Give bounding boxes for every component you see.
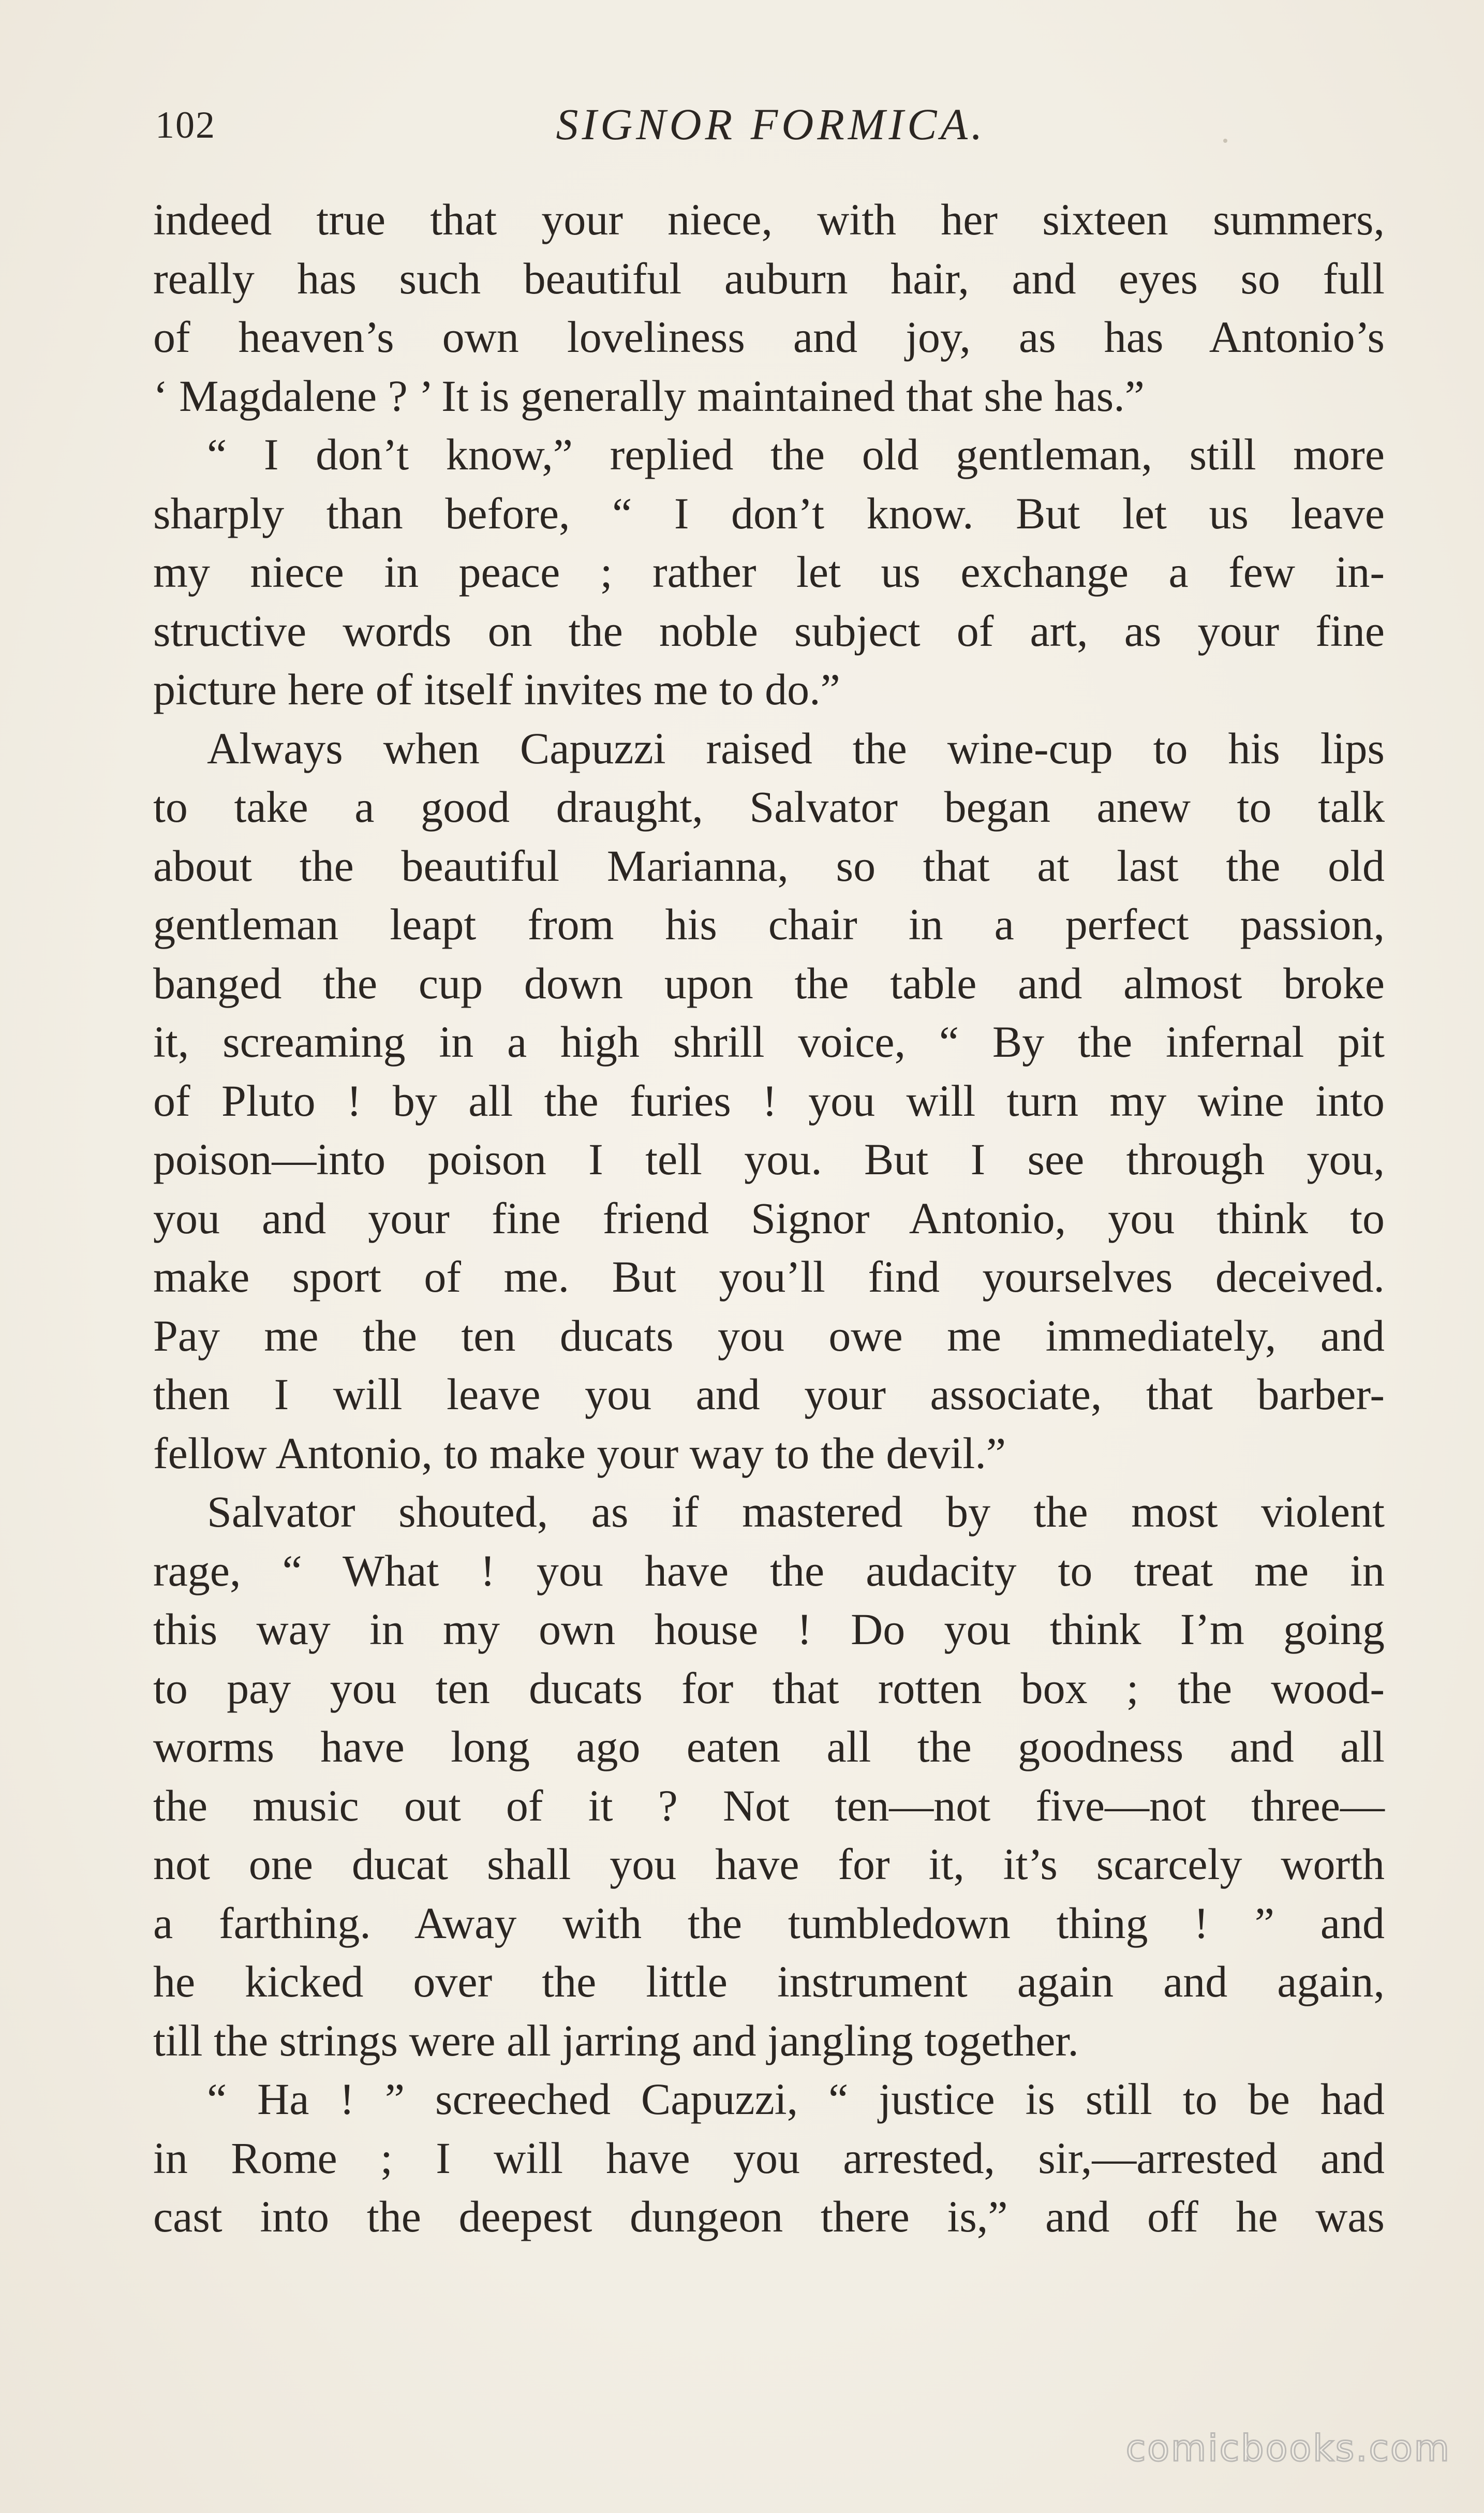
text-line: Always when Capuzzi raised the wine-cup to his lips bbox=[207, 723, 1385, 773]
text-line: not one ducat shall you have for it, it’s scarcely worth bbox=[153, 1839, 1385, 1889]
text-line: “ I don’t know,” replied the old gentleman, still more bbox=[207, 430, 1385, 479]
text-line: till the strings were all jarring and jangling together. bbox=[153, 2015, 1079, 2065]
text-line: cast into the deepest dungeon there is,” and off he was bbox=[153, 2192, 1385, 2241]
text-line: Pay me the ten ducats you owe me immediately, and bbox=[153, 1310, 1385, 1361]
text-line: Salvator shouted, as if mastered by the most violent bbox=[207, 1487, 1385, 1536]
text-line: about the beautiful Marianna, so that at last the old bbox=[153, 840, 1385, 891]
text-line: this way in my own house ! Do you think I’m going bbox=[153, 1604, 1385, 1654]
text-line: picture here of itself invites me to do.” bbox=[153, 664, 840, 714]
text-line: you and your fine friend Signor Antonio, you think to bbox=[153, 1193, 1385, 1243]
text-line: gentleman leapt from his chair in a perfect passion, bbox=[153, 899, 1385, 949]
text-line: in Rome ; I will have you arrested, sir,—arrested and bbox=[153, 2133, 1385, 2183]
text-line: of Pluto ! by all the furies ! you will turn my wine into bbox=[153, 1075, 1385, 1126]
text-line: to take a good draught, Salvator began anew to talk bbox=[153, 782, 1385, 832]
text-line: structive words on the noble subject of art, as your fine bbox=[153, 605, 1385, 656]
text-line: sharply than before, “ I don’t know. But let us leave bbox=[153, 488, 1385, 538]
text-line: of heaven’s own loveliness and joy, as has Antonio’s bbox=[153, 312, 1385, 362]
text-line: poison—into poison I tell you. But I see through you, bbox=[153, 1134, 1385, 1184]
text-line: really has such beautiful auburn hair, and eyes so full bbox=[153, 253, 1385, 303]
text-line: to pay you ten ducats for that rotten box ; the wood- bbox=[153, 1663, 1385, 1713]
text-line: it, screaming in a high shrill voice, “ By the infernal pit bbox=[153, 1017, 1385, 1067]
text-line: indeed true that your niece, with her sixteen summers, bbox=[153, 195, 1385, 244]
text-line: make sport of me. But you’ll find yourselves deceived. bbox=[153, 1252, 1385, 1302]
text-line: he kicked over the little instrument again and again, bbox=[153, 1957, 1385, 2006]
page-number: 102 bbox=[155, 104, 216, 146]
text-line: a farthing. Away with the tumbledown thing ! ” and bbox=[153, 1898, 1385, 1948]
text-line: worms have long ago eaten all the goodness and all bbox=[153, 1722, 1385, 1771]
running-head: SIGNOR FORMICA. bbox=[556, 99, 986, 149]
body-text bbox=[153, 190, 1385, 2246]
text-line: fellow Antonio, to make your way to the devil.” bbox=[153, 1428, 1006, 1478]
text-line: my niece in peace ; rather let us exchange a few in- bbox=[153, 547, 1385, 597]
text-line: “ Ha ! ” screeched Capuzzi, “ justice is still to be had bbox=[207, 2074, 1385, 2124]
text-line: banged the cup down upon the table and almost broke bbox=[153, 958, 1385, 1008]
page-header bbox=[155, 98, 1387, 166]
text-line: rage, “ What ! you have the audacity to treat me in bbox=[153, 1545, 1385, 1595]
text-line: the music out of it ? Not ten—not five—not three— bbox=[153, 1780, 1385, 1830]
watermark: comicbooks.com bbox=[1125, 2427, 1451, 2470]
text-line: ‘ Magdalene ? ’ It is generally maintained that she has.” bbox=[153, 371, 1145, 421]
text-line: then I will leave you and your associate, that barber- bbox=[153, 1369, 1385, 1419]
paper-speck bbox=[1223, 139, 1227, 143]
